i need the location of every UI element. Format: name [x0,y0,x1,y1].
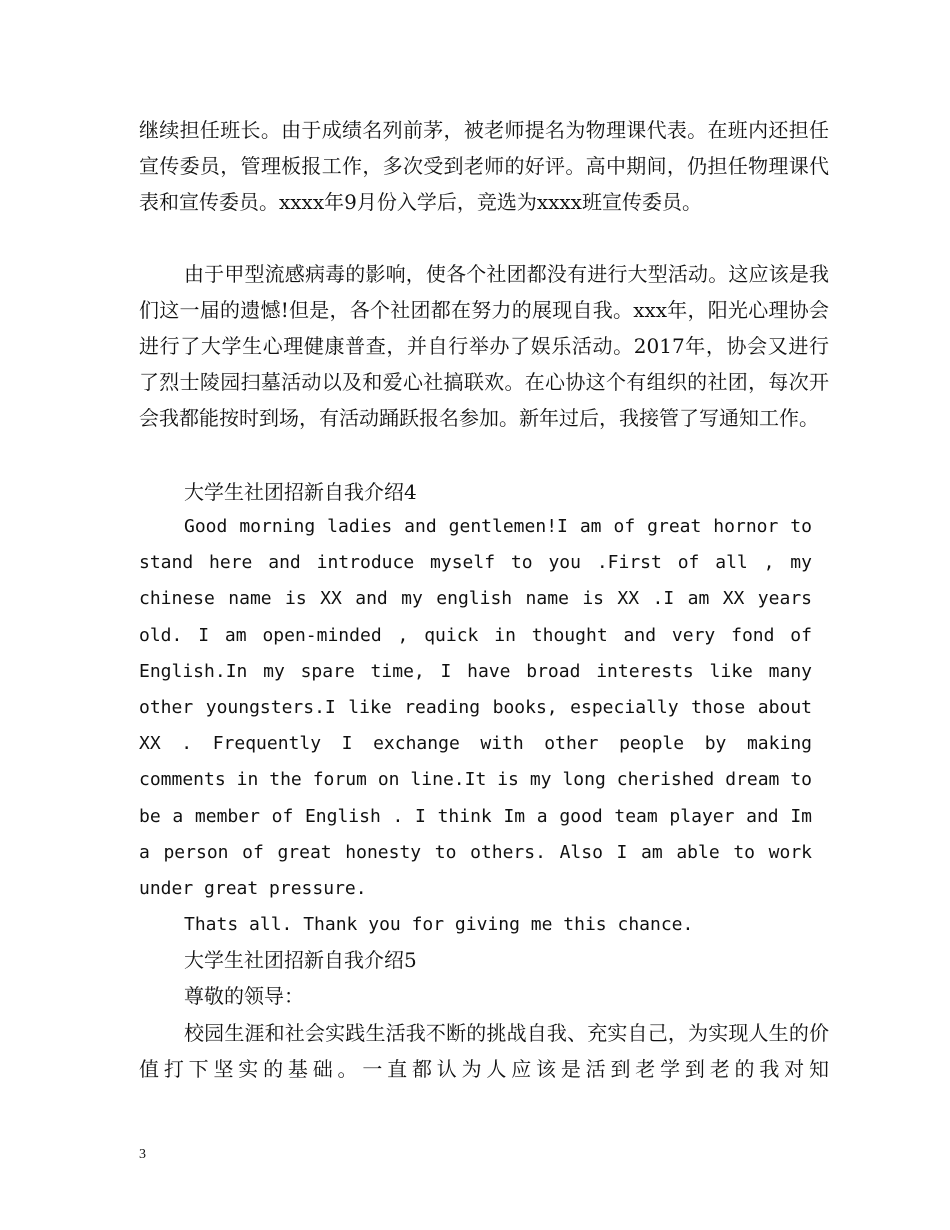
english-line: stand here and introduce myself to you .First of all , my [139,552,812,574]
english-line: Good morning ladies and gentlemen!I am of great hornor to [184,516,812,537]
paragraph-class-duties: 继续担任班长。由于成绩名列前茅，被老师提名为物理课代表。在班内还担任宣传委员，管理板报工作，多次受到老师的好评。高中期间，仍担任物理课代表和宣传委员。xxxx年9月份入学后，竞选为xxxx班宣传委员。 [139,118,829,214]
english-line: a person of great honesty to others. Also I am able to work [139,841,812,863]
english-line: comments in the forum on line.It is my long cherished dream to [139,769,812,791]
english-line: other youngsters.I like reading books, especially those about [139,697,812,719]
english-line: old. I am open-minded , quick in thought and very fond of [139,624,812,646]
english-intro-paragraph [139,509,812,907]
english-line: XX . Frequently I exchange with other people by making [139,733,812,755]
english-line: be a member of English . I think Im a good team player and Im [139,805,812,827]
page-number: 3 [139,1147,146,1162]
english-line: under great pressure. [139,878,367,900]
english-line: English.In my spare time, I have broad interests like many [139,660,812,682]
salutation: 尊敬的领导： [184,984,304,1008]
paragraph-club-activities: 由于甲型流感病毒的影响，使各个社团都没有进行大型活动。这应该是我们这一届的遗憾!但是，各个社团都在努力的展现自我。xxx年，阳光心理协会进行了大学生心理健康普查，并自行举办了娱乐活动。2017年，协会又进行了烈士陵园扫墓活动以及和爱心社搞联欢。在心协这个有组织的社团，每次开会我都能按时到场，有活动踊跃报名参加。新年过后，我接管了写通知工作。 [139,262,829,430]
heading-intro-5: 大学生社团招新自我介绍5 [184,948,417,972]
heading-intro-4: 大学生社团招新自我介绍4 [184,480,417,504]
thanks-line: Thats all. Thank you for giving me this chance. [184,914,694,935]
english-line: chinese name is XX and my english name is XX .I am XX years [139,588,812,610]
paragraph-campus-life: 校园生涯和社会实践生活我不断的挑战自我、充实自己，为实现人生的价值打下坚实的基础。一直都认为人应该是活到老学到老的我对知 [139,1021,829,1081]
